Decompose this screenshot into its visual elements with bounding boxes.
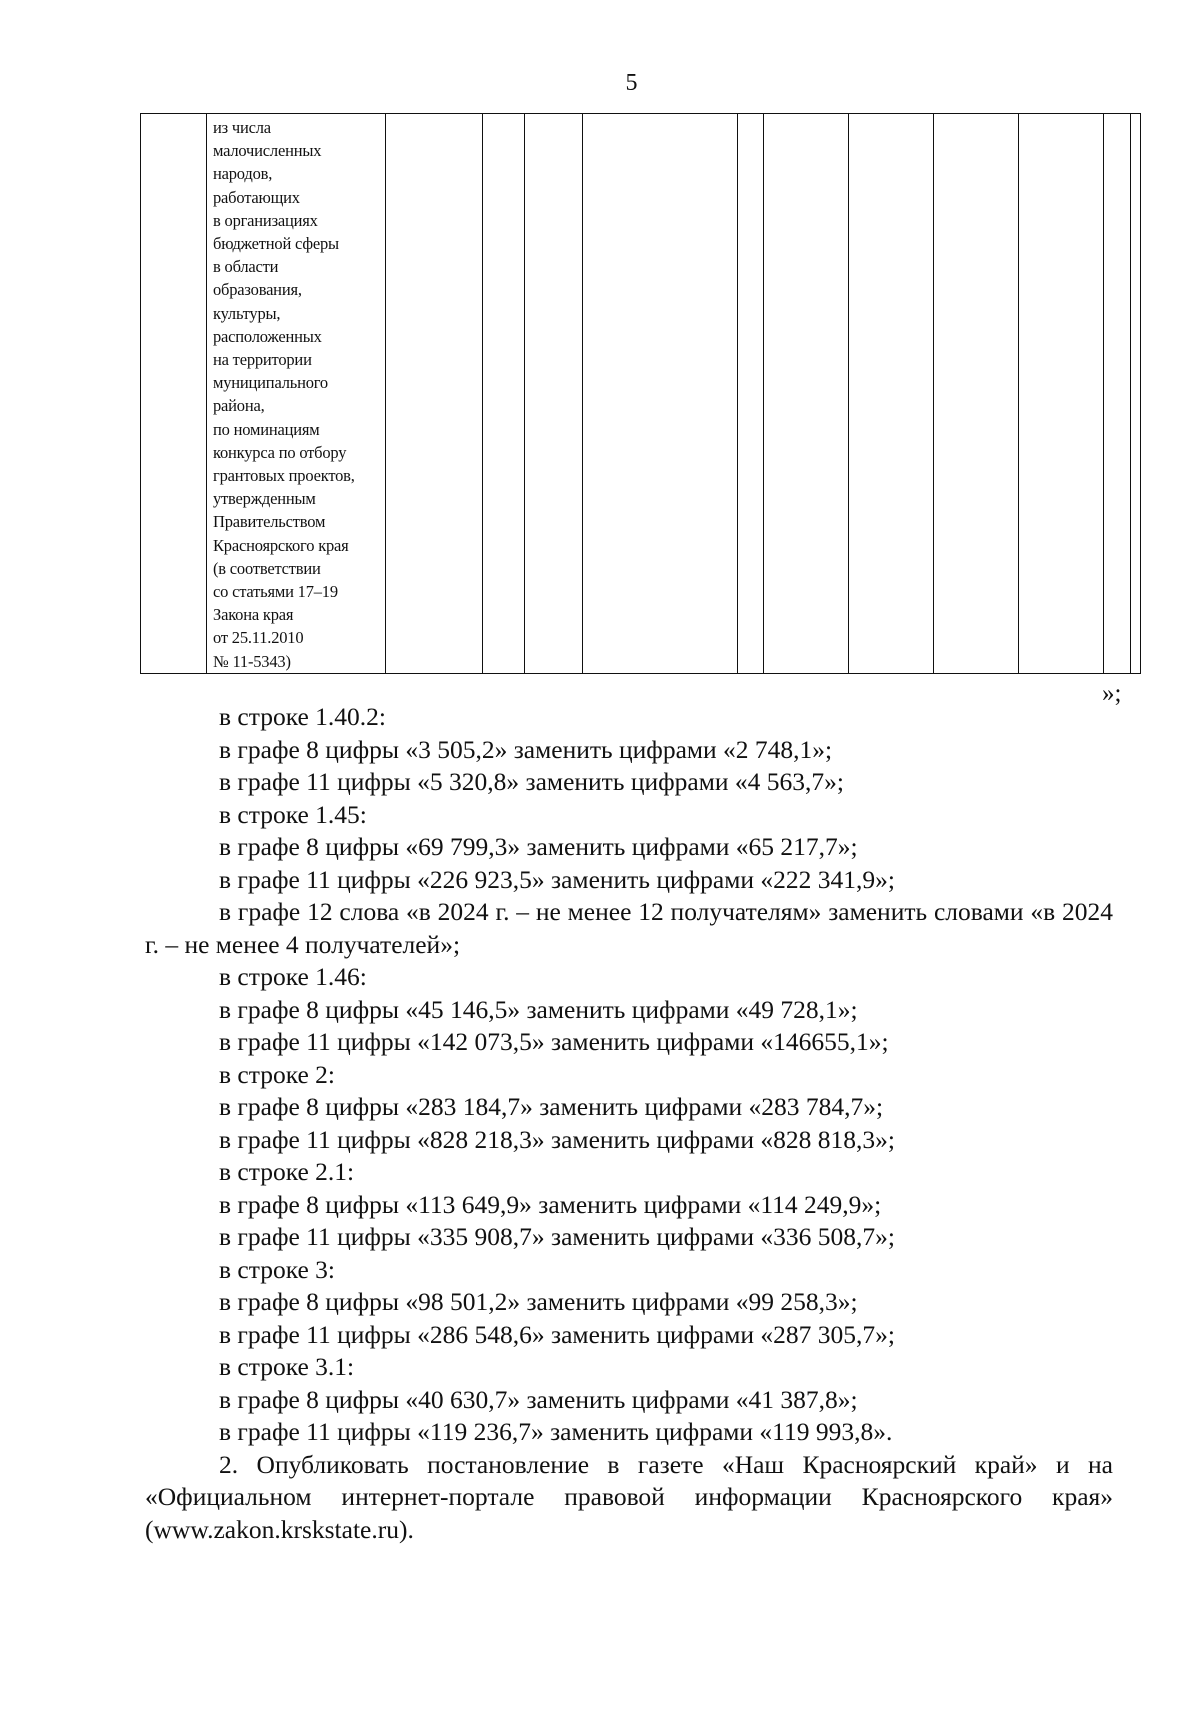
document-paragraph: в строке 1.45: (219, 799, 367, 829)
document-paragraph: в графе 8 цифры «40 630,7» заменить цифрами «41 387,8»; (219, 1384, 858, 1414)
table-cell (386, 114, 483, 674)
document-paragraph: в графе 8 цифры «98 501,2» заменить цифрами «99 258,3»; (219, 1287, 858, 1316)
table-cell (483, 114, 525, 674)
table-cell-line: Правительством (213, 512, 326, 532)
document-paragraph: в графе 11 цифры «226 923,5» заменить цифрами «222 341,9»; (219, 864, 895, 894)
table-cell (525, 114, 583, 674)
table-cell-line: малочисленных (213, 141, 322, 161)
table-fragment (140, 113, 1141, 674)
table-cell-line: со статьями 17–19 (213, 582, 338, 602)
table-cell-line: в организациях (213, 210, 318, 230)
table-cell-line: Красноярского края (213, 535, 349, 555)
closing-quote: »; (1102, 680, 1122, 707)
table-cell-line: № 11-5343) (213, 651, 291, 671)
table-cell-line: расположенных (213, 326, 322, 346)
table-cell-line: Закона края (213, 605, 294, 625)
document-paragraph: в строке 1.40.2: (219, 702, 386, 731)
document-paragraph: в графе 8 цифры «283 184,7» заменить цифрами «283 784,7»; (219, 1092, 884, 1121)
document-paragraph: в графе 8 цифры «69 799,3» заменить цифрами «65 217,7»; (219, 832, 858, 861)
table-cell-line: от 25.11.2010 (213, 628, 304, 648)
table-cell-line: из числа (213, 118, 271, 137)
table-cell (738, 114, 764, 674)
table-cell (764, 114, 849, 674)
document-paragraph: в графе 8 цифры «45 146,5» заменить цифрами «49 728,1»; (219, 994, 858, 1024)
document-paragraph: в графе 11 цифры «119 236,7» заменить цифрами «119 993,8». (219, 1417, 893, 1446)
table-cell-line: района, (213, 396, 265, 416)
table-cell (1131, 114, 1141, 674)
table-cell-line: бюджетной сферы (213, 234, 339, 254)
document-paragraph: в графе 11 цифры «828 218,3» заменить цифрами «828 818,3»; (219, 1124, 895, 1154)
document-paragraph: в графе 11 цифры «335 908,7» заменить цифрами «336 508,7»; (219, 1222, 895, 1251)
document-paragraph: в графе 11 цифры «142 073,5» заменить цифрами «146655,1»; (219, 1027, 889, 1056)
table-cell-number (141, 114, 207, 674)
document-paragraph: в строке 2: (219, 1059, 335, 1089)
table-cell (583, 114, 738, 674)
table-cell (1019, 114, 1104, 674)
table-cell-line: конкурса по отбору (213, 442, 347, 462)
table-cell-description (207, 114, 386, 674)
table-cell-line: по номинациям (213, 419, 320, 439)
table-cell-line: культуры, (213, 303, 281, 323)
table-cell (1104, 114, 1131, 674)
table-cell-line: на территории (213, 350, 312, 370)
document-paragraph: в строке 2.1: (219, 1157, 355, 1186)
table-cell-line: (в соответствии (213, 558, 321, 578)
document-paragraph: 2. Опубликовать постановление в газете «Наш Красноярский край» и на «Официальном интернет-портале правовой информации Красноярского края» (www.zakon.krskstate.ru). (145, 1449, 1113, 1544)
table-cell (934, 114, 1019, 674)
document-paragraph: в строке 3: (219, 1254, 335, 1284)
page-number: 5 (625, 70, 638, 96)
document-body (145, 701, 1113, 1546)
table-cell-line: в области (213, 257, 279, 277)
table-cell-line: образования, (213, 280, 302, 300)
document-paragraph: в графе 8 цифры «113 649,9» заменить цифрами «114 249,9»; (219, 1189, 882, 1219)
table-cell-line: муниципального (213, 373, 328, 393)
table-cell-line: народов, (213, 164, 273, 184)
document-paragraph: в графе 12 слова «в 2024 г. – не менее 12 получателям» заменить словами «в 2024 г. – не менее 4 получателей»; (145, 897, 1113, 959)
table-cell-description-text (207, 114, 385, 673)
table-cell-line: работающих (213, 187, 300, 207)
table-cell (849, 114, 934, 674)
document-paragraph: в графе 8 цифры «3 505,2» заменить цифрами «2 748,1»; (219, 734, 833, 764)
table-cell-line: грантовых проектов, (213, 466, 355, 486)
table-cell-line: утвержденным (213, 489, 316, 509)
document-paragraph: в строке 1.46: (219, 962, 367, 991)
document-paragraph: в строке 3.1: (219, 1352, 355, 1381)
table-row (141, 114, 1141, 674)
document-paragraph: в графе 11 цифры «5 320,8» заменить цифрами «4 563,7»; (219, 767, 844, 796)
document-paragraph: в графе 11 цифры «286 548,6» заменить цифрами «287 305,7»; (219, 1319, 895, 1349)
